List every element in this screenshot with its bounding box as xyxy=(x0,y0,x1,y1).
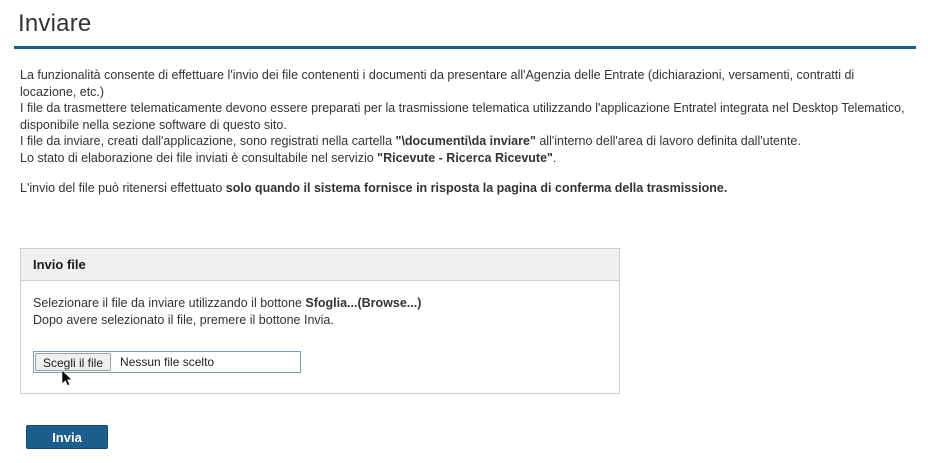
panel-body xyxy=(21,281,619,393)
intro-paragraph-3 xyxy=(20,133,908,150)
intro-paragraph-5 xyxy=(20,180,908,197)
panel-instruction-1-bold: Sfoglia...(Browse...) xyxy=(305,296,422,310)
invia-button[interactable]: Invia xyxy=(26,425,108,449)
intro-p4-post: . xyxy=(552,150,557,165)
choose-file-button[interactable]: Scegli il file xyxy=(35,353,111,371)
intro-p4-service: "Ricevute - Ricerca Ricevute" xyxy=(377,150,553,165)
intro-text-block xyxy=(20,67,908,197)
title-divider xyxy=(14,46,916,49)
intro-p5-pre: L'invio del file può ritenersi effettuato xyxy=(20,181,226,195)
intro-p3-folder: "\documenti\da inviare" xyxy=(395,134,536,148)
panel-instruction-1-pre: Selezionare il file da inviare utilizzando il bottone xyxy=(33,296,306,310)
file-input[interactable] xyxy=(33,351,301,373)
intro-p4-pre: Lo stato di elaborazione dei file inviati è consultabile nel servizio xyxy=(20,150,378,165)
panel-instruction-1 xyxy=(33,295,607,312)
file-name-label: Nessun file scelto xyxy=(120,355,215,369)
panel-instruction-2: Dopo avere selezionato il file, premere il bottone Invia. xyxy=(33,313,334,327)
panel-header: Invio file xyxy=(21,249,619,281)
intro-p3-pre: I file da inviare, creati dall'applicazione, sono registrati nella cartella xyxy=(20,134,396,148)
intro-paragraph-1: La funzionalità consente di effettuare l'invio dei file contenenti i documenti da presentare all'Agenzia delle Entrate (dichiarazioni, versamenti, contratti di locazione, etc.) xyxy=(20,68,855,99)
intro-p5-emphasis: solo quando il sistema fornisce in risposta la pagina di conferma della trasmissione. xyxy=(225,181,728,195)
intro-paragraph-2: I file da trasmettere telematicamente devono essere preparati per la trasmissione telematica utilizzando l'applicazione Entratel integrata nel Desktop Telematico, disponibile nella sezione software di questo sito. xyxy=(20,101,905,132)
page-container xyxy=(0,10,928,463)
page-title: Inviare xyxy=(18,10,92,37)
intro-paragraph-4 xyxy=(20,150,908,167)
invio-file-panel xyxy=(20,248,620,394)
intro-p3-post: all'interno dell'area di lavoro definita dall'utente. xyxy=(535,134,801,148)
